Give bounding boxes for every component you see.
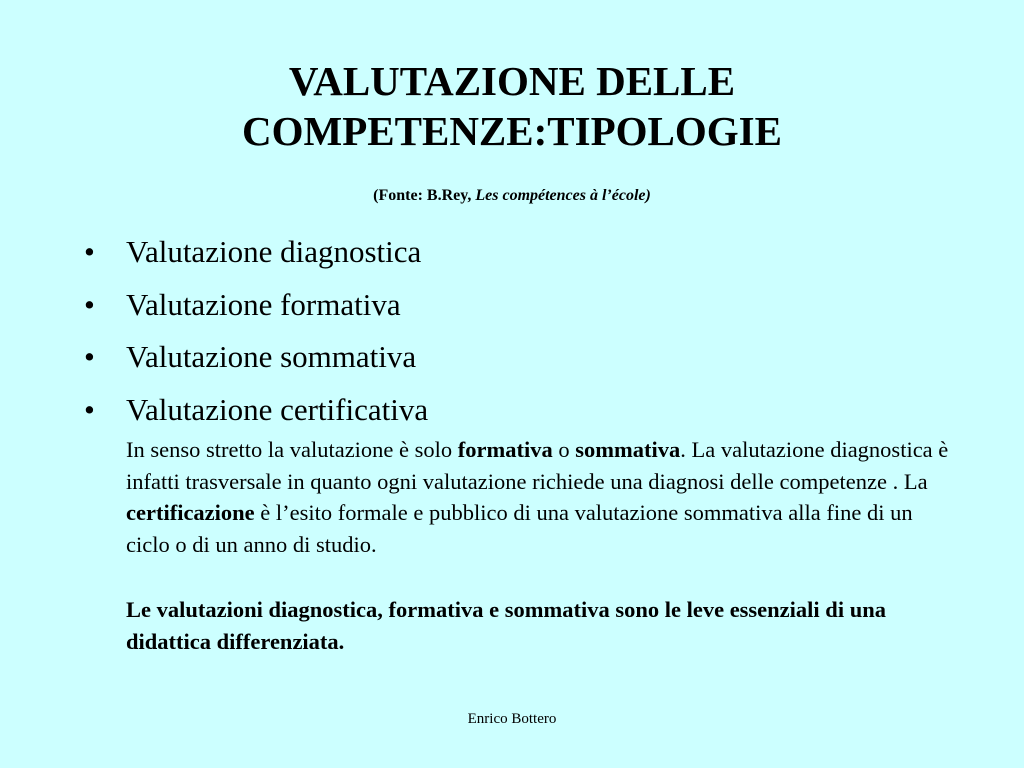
paragraph-text: . La valutazione diagnostica è infatti trasversale in quanto ogni valutazione richiede una diagnosi delle competenze . La <box>126 437 949 494</box>
bullet-item-sommativa <box>84 331 428 384</box>
title-line-2: COMPETENZE:TIPOLOGIE <box>242 108 782 154</box>
bullet-list <box>84 226 428 436</box>
footer-author: Enrico Bottero <box>467 711 557 727</box>
paragraph-text: In senso stretto la valutazione è solo <box>126 437 458 462</box>
source-prefix: (Fonte: B.Rey, <box>373 187 476 204</box>
bullet-text: Valutazione certificativa <box>126 391 429 427</box>
bullet-item-formativa <box>84 279 428 332</box>
bullet-dot-icon: • <box>84 391 95 427</box>
paragraph-text: è l’esito formale e pubblico di una valutazione sommativa alla fine di un ciclo o di un anno di studio. <box>126 500 913 557</box>
explanation-paragraph <box>126 434 956 560</box>
bullet-text: Valutazione formativa <box>126 286 401 322</box>
source-citation <box>0 186 1024 206</box>
emphasis-certificazione: certificazione <box>126 500 255 525</box>
conclusion-paragraph: Le valutazioni diagnostica, formativa e sommativa sono le leve essenziali di una didattica differenziata. <box>126 597 886 654</box>
bullet-text: Valutazione diagnostica <box>126 234 422 269</box>
paragraph-text: o <box>552 437 576 462</box>
bullet-text: Valutazione sommativa <box>126 339 417 374</box>
bullet-dot-icon: • <box>84 339 95 374</box>
slide-title <box>0 56 1024 156</box>
emphasis-sommativa: sommativa <box>575 437 681 462</box>
title-line-1: VALUTAZIONE DELLE <box>288 58 736 104</box>
source-work-title: Les compétences à l’école) <box>475 187 651 204</box>
bullet-dot-icon: • <box>84 286 95 322</box>
bullet-item-certificativa <box>84 384 428 437</box>
bullet-item-diagnostica <box>84 226 428 279</box>
emphasis-formativa: formativa <box>457 437 553 462</box>
bullet-dot-icon: • <box>84 234 95 269</box>
